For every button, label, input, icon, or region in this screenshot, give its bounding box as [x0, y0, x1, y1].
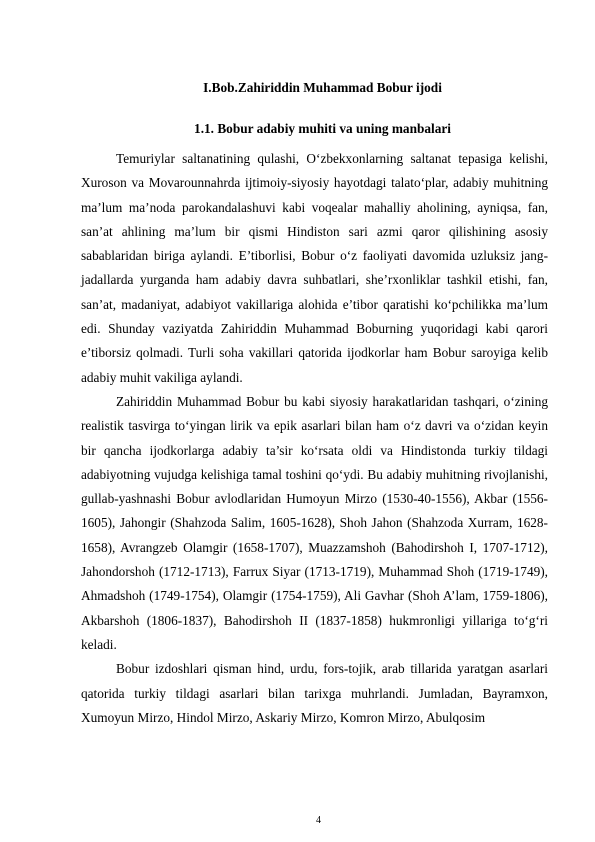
paragraph-2: Zahiriddin Muhammad Bobur bu kabi siyosiy harakatlaridan tashqari, o‘zining realistik tasvirga to‘yingan lirik va epik asarlari bilan ham o‘z davri va o‘zidan keyin bir qancha ijodkorlarga adabiy ta’sir ko‘rsata oldi va Hindistonda turkiy tildagi adabiyotning vujudga kelishiga tamal toshini qo‘ydi. Bu adabiy muhitning rivojlanishi, gullab-yashnashi Bobur avlodlaridan Humoyun Mirzo (1530-40-1556), Akbar (1556-1605), Jahongir (Shahzoda Salim, 1605-1628), Shoh Jahon (Shahzoda Xurram, 1628-1658), Avrangzeb Olamgir (1658-1707), Muazzamshoh (Bahodirshoh I, 1707-1712), Jahondorshoh (1712-1713), Farrux Siyar (1713-1719), Muhammad Shoh (1719-1749), Ahmadshoh (1749-1754), Olamgir (1754-1759), Ali Gavhar (Shoh A’lam, 1759-1806), Akbarshoh (1806-1837), Bahodirshoh II (1837-1858) hukmronligi yillariga to‘g‘ri keladi. — [81, 393, 548, 652]
page-number: 4 — [316, 815, 321, 826]
paragraph-3: Bobur izdoshlari qisman hind, urdu, fors-tojik, arab tillarida yaratgan asarlari qatorida turkiy tildagi asarlari bilan tarixga muhrlandi. Jumladan, Bayramxon, Xumoyun Mirzo, Hindol Mirzo, Askariy Mirzo, Komron Mirzo, Abulqosim — [81, 661, 548, 725]
paragraph-1: Temuriylar saltanatining qulashi, O‘zbekxonlarning saltanat tepasiga kelishi, Xuroson va Movarounnahrda ijtimoiy-siyosiy hayotdagi talato‘plar, adabiy muhitning ma’lum ma’noda parokandalashuvi kabi voqealar mahalliy aholining, ayniqsa, fan, san’at ahlining ma’lum bir qismi Hindiston sari azmi qaror qilishining asosiy sabablaridan biriga aylandi. E’tiborlisi, Bobur o‘z faoliyati davomida uzluksiz jang-jadallarda yurganda ham adabiy davra suhbatlari, she’rxonliklar tashkil etishi, fan, san’at, madaniyat, adabiyot vakillariga alohida e’tibor qaratishi ko‘pchilikka ma’lum edi. Shunday vaziyatda Zahiriddin Muhammad Boburning yuqoridagi kabi qarori e’tiborsiz qolmadi. Turli soha vakillari qatorida ijodkorlar ham Bobur saroyiga kelib adabiy muhit vakiliga aylandi. — [81, 151, 548, 385]
section-title: 1.1. Bobur adabiy muhiti va uning manbalari — [194, 121, 451, 136]
chapter-title: I.Bob.Zahiriddin Muhammad Bobur ijodi — [203, 80, 442, 95]
body-text — [81, 147, 548, 730]
